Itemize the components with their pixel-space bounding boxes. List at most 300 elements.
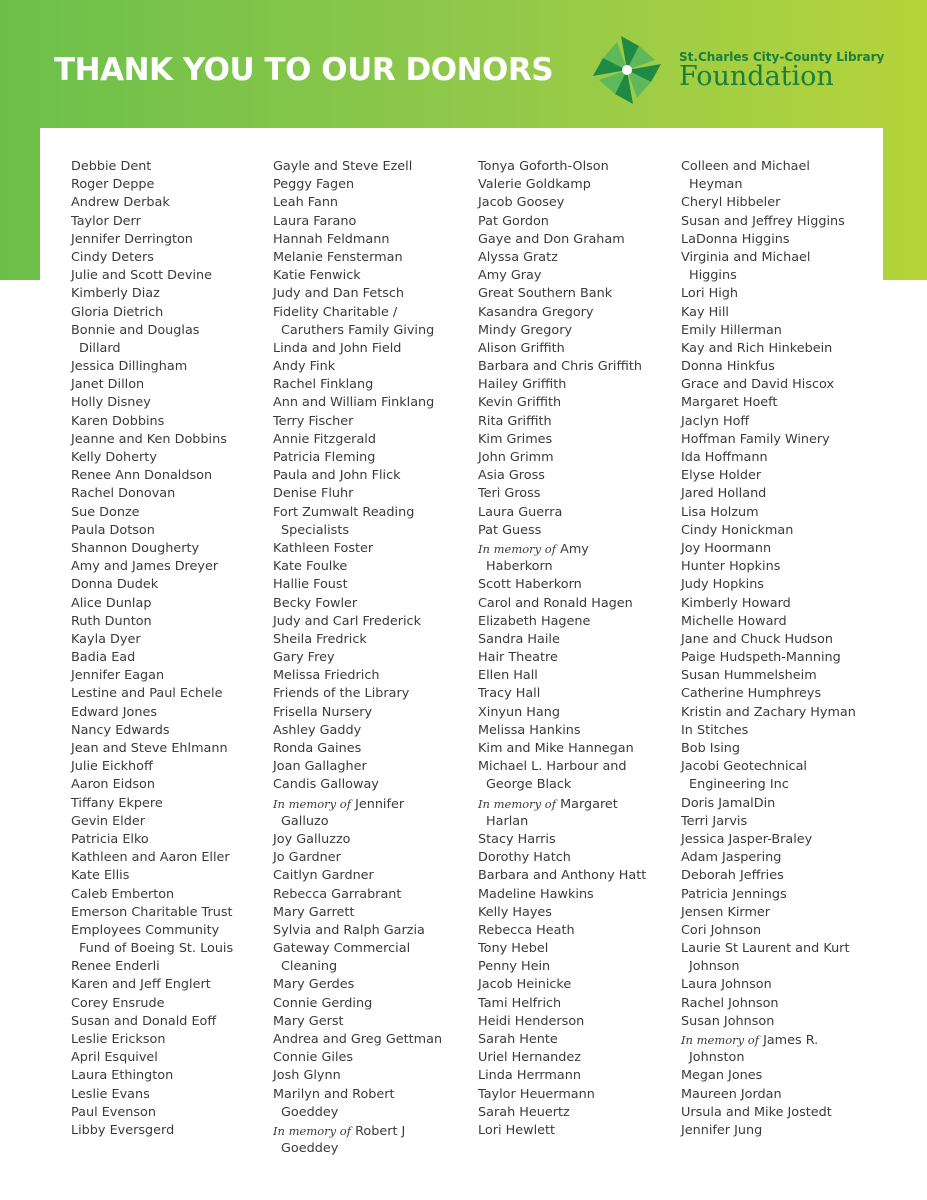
donor-name: Robert J xyxy=(355,1123,406,1139)
in-memory-of-label: In memory of xyxy=(478,796,556,811)
donor-name: Higgins xyxy=(689,268,737,284)
donor-line xyxy=(478,740,646,758)
donor-line xyxy=(71,849,233,867)
donor-name: Tonya Goforth-Olson xyxy=(478,159,609,174)
donor-name: Denise Fluhr xyxy=(273,486,354,502)
donor-line xyxy=(478,1086,646,1104)
donor-name: Debbie Dent xyxy=(71,159,152,174)
donor-name: Linda Herrmann xyxy=(478,1068,581,1084)
donor-line xyxy=(681,213,856,231)
donor-name: Rebecca Heath xyxy=(478,922,575,938)
donor-line xyxy=(273,685,442,703)
donor-line xyxy=(478,358,646,376)
donor-line-continuation xyxy=(681,267,856,285)
donor-line xyxy=(273,558,442,576)
donor-name: Paula Dotson xyxy=(71,522,155,538)
donor-name: Amy xyxy=(560,541,589,557)
donor-name: Kristin and Zachary Hyman xyxy=(681,704,856,720)
donor-line xyxy=(273,922,442,940)
donor-line xyxy=(478,1049,646,1067)
donor-name: Jaclyn Hoff xyxy=(681,413,750,429)
donor-name: Jessica Jasper-Braley xyxy=(681,831,813,847)
donor-name: Fidelity Charitable / xyxy=(273,304,398,320)
donor-name: Jennifer Derrington xyxy=(71,231,193,247)
memorial-donor-line xyxy=(273,1122,442,1140)
donor-name: Laura Johnson xyxy=(681,977,772,993)
donor-line xyxy=(71,267,233,285)
donor-line xyxy=(478,1104,646,1122)
donor-name: Goeddey xyxy=(281,1104,339,1120)
donor-name: Hailey Griffith xyxy=(478,377,567,393)
donor-name: Kasandra Gregory xyxy=(478,304,594,320)
donor-line xyxy=(71,831,233,849)
donor-line xyxy=(681,704,856,722)
donor-name: Ida Hoffmann xyxy=(681,450,768,465)
donor-line xyxy=(478,285,646,303)
donor-name: Frisella Nursery xyxy=(273,704,373,720)
donor-name: Rachel Donovan xyxy=(71,486,176,502)
donor-line xyxy=(478,704,646,722)
donor-name: Lestine and Paul Echele xyxy=(71,686,223,702)
donor-column-2 xyxy=(273,158,442,1158)
donor-line-continuation xyxy=(478,813,646,831)
donor-name: Becky Fowler xyxy=(273,595,358,611)
donor-name: Specialists xyxy=(281,522,350,538)
donor-name: Maureen Jordan xyxy=(681,1086,782,1102)
donor-line-continuation xyxy=(273,1140,442,1158)
donor-name: Rita Griffith xyxy=(478,413,552,429)
donor-name: Margaret Hoeft xyxy=(681,395,778,411)
donor-line xyxy=(478,958,646,976)
donor-name: Donna Hinkfus xyxy=(681,359,775,375)
donor-name: Margaret xyxy=(560,796,618,812)
donor-line xyxy=(273,158,442,176)
donor-name: Susan and Donald Eoff xyxy=(71,1013,217,1029)
donor-line xyxy=(478,995,646,1013)
donor-name: Jessica Dillingham xyxy=(71,359,188,375)
donor-name: Penny Hein xyxy=(478,959,551,975)
donor-name: Asia Gross xyxy=(478,468,545,484)
donor-line xyxy=(273,340,442,358)
donor-line xyxy=(478,431,646,449)
donor-line xyxy=(681,1086,856,1104)
donor-line xyxy=(478,595,646,613)
donor-line xyxy=(681,522,856,540)
donor-line xyxy=(273,976,442,994)
donor-line xyxy=(71,467,233,485)
donor-line xyxy=(478,1031,646,1049)
donor-line xyxy=(681,976,856,994)
donor-line xyxy=(681,740,856,758)
donor-line-continuation xyxy=(478,776,646,794)
donor-line xyxy=(478,158,646,176)
donor-line xyxy=(273,758,442,776)
donor-name: Kimberly Diaz xyxy=(71,286,160,302)
donor-name: Caitlyn Gardner xyxy=(273,868,374,884)
donor-line xyxy=(273,576,442,594)
donor-name: Hair Theatre xyxy=(478,650,558,666)
donor-name: Elizabeth Hagene xyxy=(478,613,591,629)
donor-line xyxy=(478,886,646,904)
donor-line xyxy=(478,231,646,249)
donor-name: Holly Disney xyxy=(71,395,151,411)
donor-line xyxy=(478,649,646,667)
donor-line xyxy=(478,976,646,994)
donor-line xyxy=(478,522,646,540)
donor-name: Barbara and Anthony Hatt xyxy=(478,868,647,884)
donor-line-continuation xyxy=(71,940,233,958)
donor-name: Virginia and Michael xyxy=(681,249,811,265)
donor-name: Patricia Fleming xyxy=(273,450,376,465)
donor-line xyxy=(273,667,442,685)
donor-name: Dillard xyxy=(79,340,121,356)
donor-line xyxy=(273,285,442,303)
donor-name: Libby Eversgerd xyxy=(71,1122,175,1138)
donor-name: Jennifer Eagan xyxy=(71,668,165,684)
donor-name: Mary Garrett xyxy=(273,904,355,920)
donor-name: Adam Jaspering xyxy=(681,850,782,866)
donor-name: Cindy Honickman xyxy=(681,522,794,538)
donor-line xyxy=(681,340,856,358)
donor-line xyxy=(71,485,233,503)
donor-name: Sandra Haile xyxy=(478,631,560,647)
donor-line xyxy=(681,667,856,685)
donor-name: Renee Ann Donaldson xyxy=(71,468,213,484)
donor-line xyxy=(478,685,646,703)
donor-line xyxy=(273,394,442,412)
donor-line xyxy=(71,576,233,594)
donor-line xyxy=(478,867,646,885)
donor-name: Gaye and Don Graham xyxy=(478,231,625,247)
donor-line-continuation xyxy=(71,340,233,358)
donor-name: Paul Evenson xyxy=(71,1104,156,1120)
donor-name: Pat Gordon xyxy=(478,213,549,229)
donor-name: Roger Deppe xyxy=(71,177,155,193)
donor-line xyxy=(71,158,233,176)
donor-line xyxy=(478,194,646,212)
donor-name: Alice Dunlap xyxy=(71,595,152,611)
donor-line xyxy=(71,976,233,994)
donor-name: April Esquivel xyxy=(71,1050,158,1066)
donor-line xyxy=(478,467,646,485)
donor-name: Tony Hebel xyxy=(478,941,549,957)
donor-line xyxy=(478,722,646,740)
donor-name: Mary Gerst xyxy=(273,1013,344,1029)
donor-line xyxy=(681,867,856,885)
donor-name: Ashley Gaddy xyxy=(273,722,362,738)
donor-name: Melissa Hankins xyxy=(478,722,581,738)
donor-name: Hoffman Family Winery xyxy=(681,431,830,447)
donor-line xyxy=(681,1067,856,1085)
donor-line xyxy=(478,267,646,285)
donor-name: Nancy Edwards xyxy=(71,722,170,738)
donor-line xyxy=(71,431,233,449)
donor-name: Corey Ensrude xyxy=(71,995,165,1011)
donor-line xyxy=(681,431,856,449)
donor-name: Catherine Humphreys xyxy=(681,686,822,702)
donor-line xyxy=(478,758,646,776)
donor-name: Caruthers Family Giving xyxy=(281,322,435,338)
donor-line xyxy=(478,413,646,431)
donor-name: Mindy Gregory xyxy=(478,322,573,338)
donor-line xyxy=(681,1122,856,1140)
donor-name: Dorothy Hatch xyxy=(478,850,571,866)
donor-line xyxy=(478,1013,646,1031)
donor-line xyxy=(478,576,646,594)
donor-column-1 xyxy=(71,158,233,1140)
donor-name: Gloria Dietrich xyxy=(71,304,164,320)
donor-line xyxy=(681,413,856,431)
donor-name: Uriel Hernandez xyxy=(478,1050,581,1066)
donor-line xyxy=(273,1067,442,1085)
donor-line xyxy=(71,322,233,340)
donor-line xyxy=(478,340,646,358)
donor-line xyxy=(681,194,856,212)
donor-name: Paige Hudspeth-Manning xyxy=(681,650,841,666)
donor-line xyxy=(71,886,233,904)
donor-name: Aaron Eidson xyxy=(71,777,155,793)
in-memory-of-label: In memory of xyxy=(273,796,351,811)
donor-line xyxy=(478,376,646,394)
donor-line xyxy=(71,1086,233,1104)
donor-line xyxy=(478,831,646,849)
donor-line xyxy=(71,867,233,885)
donor-name: Kathleen Foster xyxy=(273,540,374,556)
donor-line xyxy=(71,558,233,576)
donor-column-4 xyxy=(681,158,856,1140)
donor-line xyxy=(478,213,646,231)
donor-name: Sue Donze xyxy=(71,504,140,520)
donor-line xyxy=(71,1031,233,1049)
donor-line xyxy=(681,576,856,594)
donor-name: Gateway Commercial xyxy=(273,941,411,957)
donor-name: Karen and Jeff Englert xyxy=(71,977,211,993)
donor-name: Ellen Hall xyxy=(478,668,538,684)
donor-line xyxy=(681,685,856,703)
donor-name: Judy and Carl Frederick xyxy=(273,613,421,629)
donor-line xyxy=(681,849,856,867)
donor-line xyxy=(478,449,646,467)
donor-line xyxy=(71,176,233,194)
donor-name: Sheila Fredrick xyxy=(273,631,367,647)
donor-name: Jacob Goosey xyxy=(478,195,565,211)
donor-line xyxy=(681,504,856,522)
donor-name: Hunter Hopkins xyxy=(681,559,781,575)
donor-name: Karen Dobbins xyxy=(71,413,165,429)
donor-name: Connie Giles xyxy=(273,1050,354,1066)
donor-name: Alison Griffith xyxy=(478,340,565,356)
donor-name: Kim Grimes xyxy=(478,431,553,447)
donor-line xyxy=(71,194,233,212)
donor-name: Doris JamalDin xyxy=(681,795,776,811)
donor-line xyxy=(681,322,856,340)
donor-line xyxy=(273,940,442,958)
donor-line xyxy=(273,540,442,558)
library-foundation-logo-icon xyxy=(591,34,663,106)
donor-name: Susan Hummelsheim xyxy=(681,668,817,684)
donor-name: Jacobi Geotechnical xyxy=(681,759,807,775)
donor-name: Tracy Hall xyxy=(478,686,541,702)
donor-line xyxy=(273,631,442,649)
donor-name: Heidi Henderson xyxy=(478,1013,585,1029)
donor-name: Hallie Foust xyxy=(273,577,348,593)
donor-name: Andrea and Greg Gettman xyxy=(273,1032,443,1047)
donor-line xyxy=(71,613,233,631)
donor-name: Barbara and Chris Griffith xyxy=(478,359,642,375)
memorial-donor-line xyxy=(273,795,442,813)
donor-line xyxy=(273,213,442,231)
donor-line xyxy=(273,504,442,522)
donor-name: Annie Fitzgerald xyxy=(273,431,376,447)
donor-name: Lisa Holzum xyxy=(681,504,759,520)
donor-line xyxy=(681,158,856,176)
donor-line xyxy=(273,649,442,667)
donor-name: Johnston xyxy=(689,1050,745,1066)
donor-line xyxy=(478,394,646,412)
donor-line xyxy=(478,504,646,522)
donor-name: Valerie Goldkamp xyxy=(478,177,591,193)
donor-line xyxy=(273,1086,442,1104)
donor-line xyxy=(71,776,233,794)
donor-line xyxy=(71,595,233,613)
donor-name: Joan Gallagher xyxy=(273,759,367,775)
donor-line xyxy=(273,249,442,267)
donor-line xyxy=(273,431,442,449)
donor-name: Jean and Steve Ehlmann xyxy=(71,741,228,756)
donor-name: Candis Galloway xyxy=(273,777,379,793)
donor-line xyxy=(71,249,233,267)
donor-line xyxy=(273,231,442,249)
donor-line xyxy=(273,194,442,212)
donor-name: Linda and John Field xyxy=(273,340,402,356)
donor-name: Leslie Evans xyxy=(71,1086,150,1102)
in-memory-of-label: In memory of xyxy=(478,541,556,556)
donor-name: Lori Hewlett xyxy=(478,1122,556,1138)
donor-line xyxy=(681,1013,856,1031)
donor-name: Rachel Johnson xyxy=(681,995,779,1011)
donor-line xyxy=(478,322,646,340)
donor-name: Lori High xyxy=(681,286,739,302)
donor-line xyxy=(273,1049,442,1067)
donor-line xyxy=(71,285,233,303)
donor-line xyxy=(681,995,856,1013)
donor-name: Colleen and Michael xyxy=(681,159,810,174)
donor-name: Laurie St Laurent and Kurt xyxy=(681,941,850,957)
donor-name: Jacob Heinicke xyxy=(478,977,572,993)
donor-name: Scott Haberkorn xyxy=(478,577,582,593)
donor-line xyxy=(71,449,233,467)
donor-name: Goeddey xyxy=(281,1141,339,1157)
donor-name: Emerson Charitable Trust xyxy=(71,904,233,920)
donor-name: Fund of Boeing St. Louis xyxy=(79,941,234,957)
donor-name: In Stitches xyxy=(681,722,749,738)
donor-name: Ursula and Mike Jostedt xyxy=(681,1104,832,1120)
donor-line xyxy=(71,504,233,522)
donor-line xyxy=(478,613,646,631)
donor-name: Emily Hillerman xyxy=(681,322,782,338)
donor-name: Ronda Gaines xyxy=(273,741,362,756)
in-memory-of-label: In memory of xyxy=(681,1033,759,1047)
donor-name: Employees Community xyxy=(71,922,220,938)
donor-name: Laura Farano xyxy=(273,213,357,229)
donor-line xyxy=(681,376,856,394)
donor-line xyxy=(478,1122,646,1140)
donor-line xyxy=(71,813,233,831)
donor-line xyxy=(71,1122,233,1140)
donor-name: Kathleen and Aaron Eller xyxy=(71,850,230,866)
in-memory-of-label: In memory of xyxy=(273,1123,351,1138)
donor-line xyxy=(273,376,442,394)
donor-name: Gayle and Steve Ezell xyxy=(273,159,413,174)
donor-name: Laura Guerra xyxy=(478,504,563,520)
donor-line xyxy=(71,413,233,431)
donor-name: Sarah Hente xyxy=(478,1032,558,1047)
donor-line xyxy=(681,304,856,322)
donor-line xyxy=(681,358,856,376)
donor-name: Stacy Harris xyxy=(478,831,556,847)
donor-name: Kayla Dyer xyxy=(71,631,141,647)
donor-name: Rachel Finklang xyxy=(273,377,374,393)
donor-name: Jennifer xyxy=(355,796,405,812)
donor-name: Caleb Emberton xyxy=(71,886,175,902)
donor-name: Josh Glynn xyxy=(273,1068,341,1084)
donor-line xyxy=(681,649,856,667)
donor-line xyxy=(71,1104,233,1122)
donor-name: Alyssa Gratz xyxy=(478,249,558,265)
donor-line xyxy=(273,449,442,467)
donor-line xyxy=(273,995,442,1013)
donor-name: Gary Frey xyxy=(273,650,335,666)
donor-name: Leslie Erickson xyxy=(71,1032,166,1047)
donor-name: Hannah Feldmann xyxy=(273,231,390,247)
donor-name: Fort Zumwalt Reading xyxy=(273,504,415,520)
donor-line xyxy=(681,940,856,958)
donor-name: Kate Ellis xyxy=(71,868,130,884)
donor-line xyxy=(71,995,233,1013)
donor-line xyxy=(71,213,233,231)
donor-line xyxy=(478,849,646,867)
donor-line xyxy=(71,795,233,813)
donor-name: Ann and William Finklang xyxy=(273,395,435,411)
donor-line-continuation xyxy=(478,558,646,576)
donor-line xyxy=(71,667,233,685)
donor-line xyxy=(681,540,856,558)
donor-line xyxy=(273,740,442,758)
donor-line xyxy=(273,904,442,922)
donor-name: Kay and Rich Hinkebein xyxy=(681,340,833,356)
donor-name: Marilyn and Robert xyxy=(273,1086,395,1102)
donor-line xyxy=(681,904,856,922)
donor-line xyxy=(478,485,646,503)
donor-column-3 xyxy=(478,158,646,1140)
donor-name: Cindy Deters xyxy=(71,249,154,265)
donor-name: Carol and Ronald Hagen xyxy=(478,595,633,611)
donor-line xyxy=(273,467,442,485)
donor-line-continuation xyxy=(273,322,442,340)
donor-line xyxy=(273,886,442,904)
donor-name: Sylvia and Ralph Garzia xyxy=(273,922,425,938)
donor-name: Renee Enderli xyxy=(71,959,160,975)
donor-line xyxy=(478,904,646,922)
donor-name: Donna Dudek xyxy=(71,577,159,593)
donor-line xyxy=(681,249,856,267)
donor-name: Rebecca Garrabrant xyxy=(273,886,402,902)
donor-name: Andrew Derbak xyxy=(71,195,170,211)
donor-line xyxy=(71,376,233,394)
donor-line xyxy=(273,358,442,376)
donor-name: Amy Gray xyxy=(478,268,542,284)
donor-name: Taylor Derr xyxy=(71,213,141,229)
